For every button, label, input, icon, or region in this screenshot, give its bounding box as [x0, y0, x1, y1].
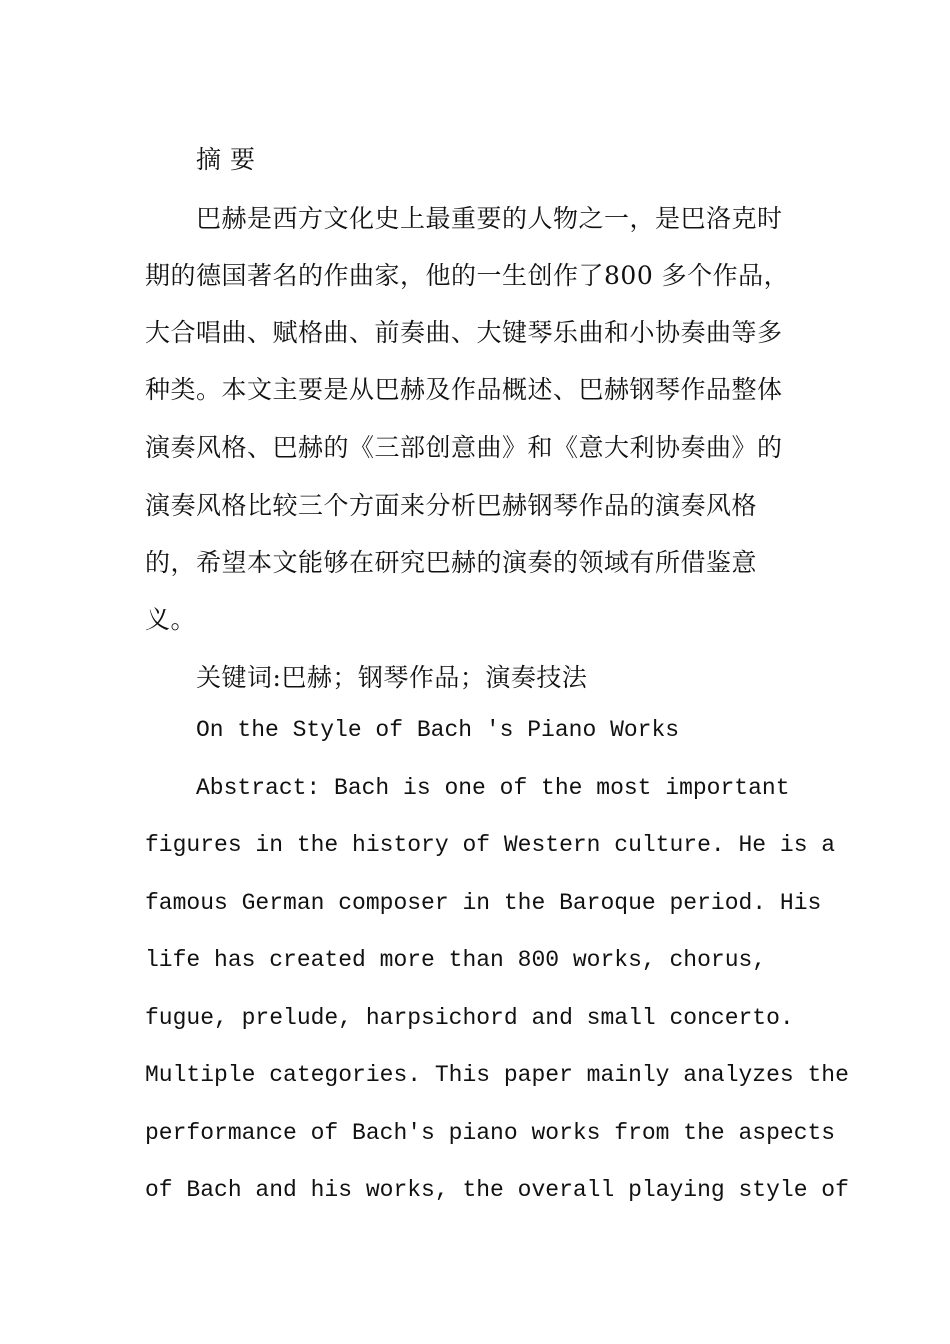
cn-abstract-line: 的，希望本文能够在研究巴赫的演奏的领域有所借鉴意 [145, 548, 758, 577]
cn-abstract-line: 演奏风格、巴赫的《三部创意曲》和《意大利协奏曲》的 [145, 433, 783, 462]
en-abstract-line: famous German composer in the Baroque period. His [145, 890, 822, 916]
abstract-heading: 摘 要 [196, 145, 256, 174]
cn-abstract-line: 期的德国著名的作曲家，他的一生创作了800 多个作品， [145, 261, 790, 290]
en-abstract-line: of Bach and his works, the overall playing style of [145, 1177, 849, 1203]
en-abstract-line: performance of Bach's piano works from the aspects [145, 1120, 836, 1146]
cn-abstract-line: 大合唱曲、赋格曲、前奏曲、大键琴乐曲和小协奏曲等多 [145, 318, 783, 347]
en-abstract-line: figures in the history of Western culture. He is a [145, 832, 836, 858]
cn-abstract-line: 巴赫是西方文化史上最重要的人物之一，是巴洛克时 [196, 204, 783, 233]
keywords: 关键词:巴赫；钢琴作品；演奏技法 [196, 663, 588, 692]
en-abstract-line: fugue, prelude, harpsichord and small concerto. [145, 1005, 794, 1031]
en-abstract-line: Abstract: Bach is one of the most important [196, 775, 790, 801]
cn-abstract-line: 演奏风格比较三个方面来分析巴赫钢琴作品的演奏风格 [145, 491, 758, 520]
en-abstract-line: Multiple categories. This paper mainly analyzes the [145, 1062, 849, 1088]
cn-abstract-line: 种类。本文主要是从巴赫及作品概述、巴赫钢琴作品整体 [145, 375, 783, 404]
cn-abstract-line: 义。 [145, 605, 197, 634]
en-abstract-line: life has created more than 800 works, chorus, [145, 947, 767, 973]
english-title: On the Style of Bach 's Piano Works [196, 717, 680, 743]
